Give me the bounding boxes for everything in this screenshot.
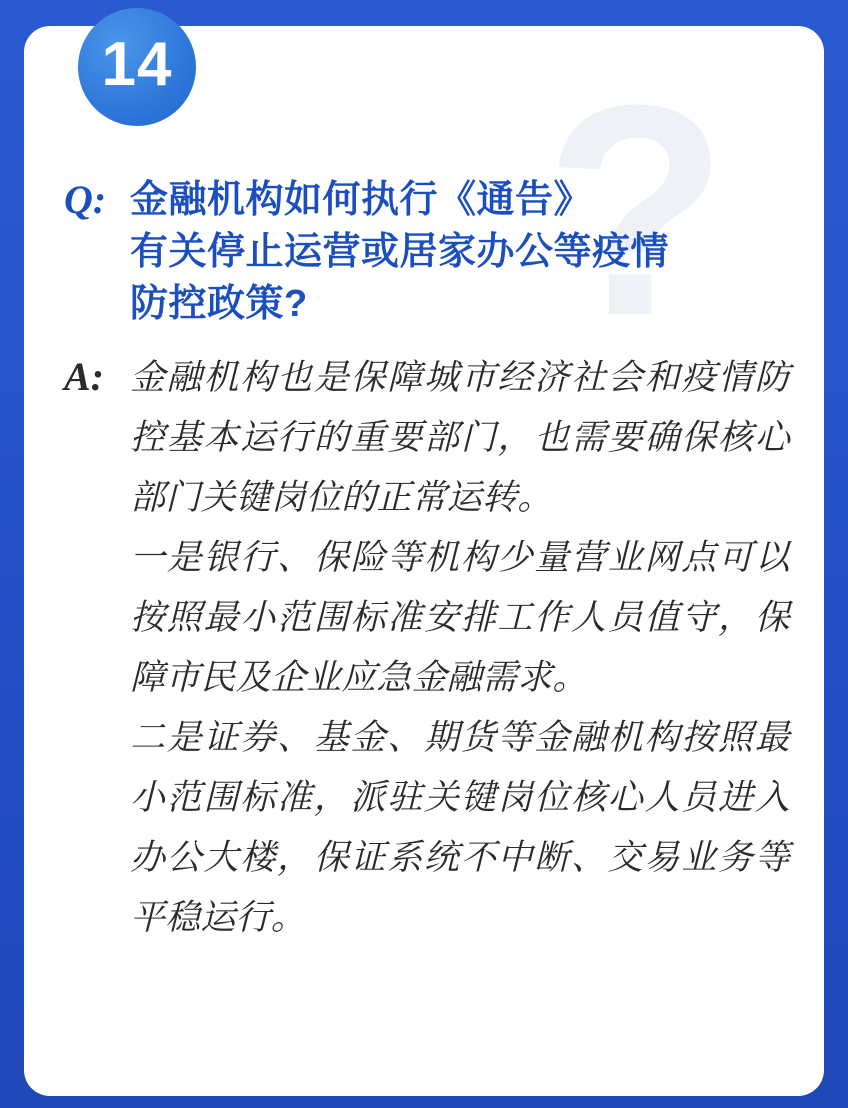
qa-block <box>64 174 790 948</box>
answer-marker: A: <box>64 354 104 399</box>
question-text <box>130 174 790 330</box>
answer-paragraph-1: 金融机构也是保障城市经济社会和疫情防控基本运行的重要部门，也需要确保核心部门关键岗位的正常运转。 <box>130 358 790 517</box>
answer-paragraph-2: 一是银行、保险等机构少量营业网点可以按照最小范围标准安排工作人员值守，保障市民及企业应急金融需求。 <box>130 538 790 697</box>
card-content <box>24 26 824 1096</box>
number-badge-value: 14 <box>101 30 173 99</box>
answer-paragraph-3: 二是证券、基金、期货等金融机构按照最小范围标准，派驻关键岗位核心人员进入办公大楼，保证系统不中断、交易业务等平稳运行。 <box>130 718 790 937</box>
question-line-1: 金融机构如何执行《通告》 <box>130 179 593 221</box>
question-row <box>64 174 790 330</box>
content-card <box>24 26 824 1096</box>
question-line-2: 有关停止运营或居家办公等疫情 <box>130 231 670 273</box>
answer-text <box>130 348 790 948</box>
answer-row <box>64 348 790 948</box>
question-mark-watermark-icon: ? <box>544 42 728 378</box>
question-line-3: 防控政策? <box>130 283 308 325</box>
question-marker: Q: <box>64 177 107 222</box>
number-badge <box>78 8 196 126</box>
